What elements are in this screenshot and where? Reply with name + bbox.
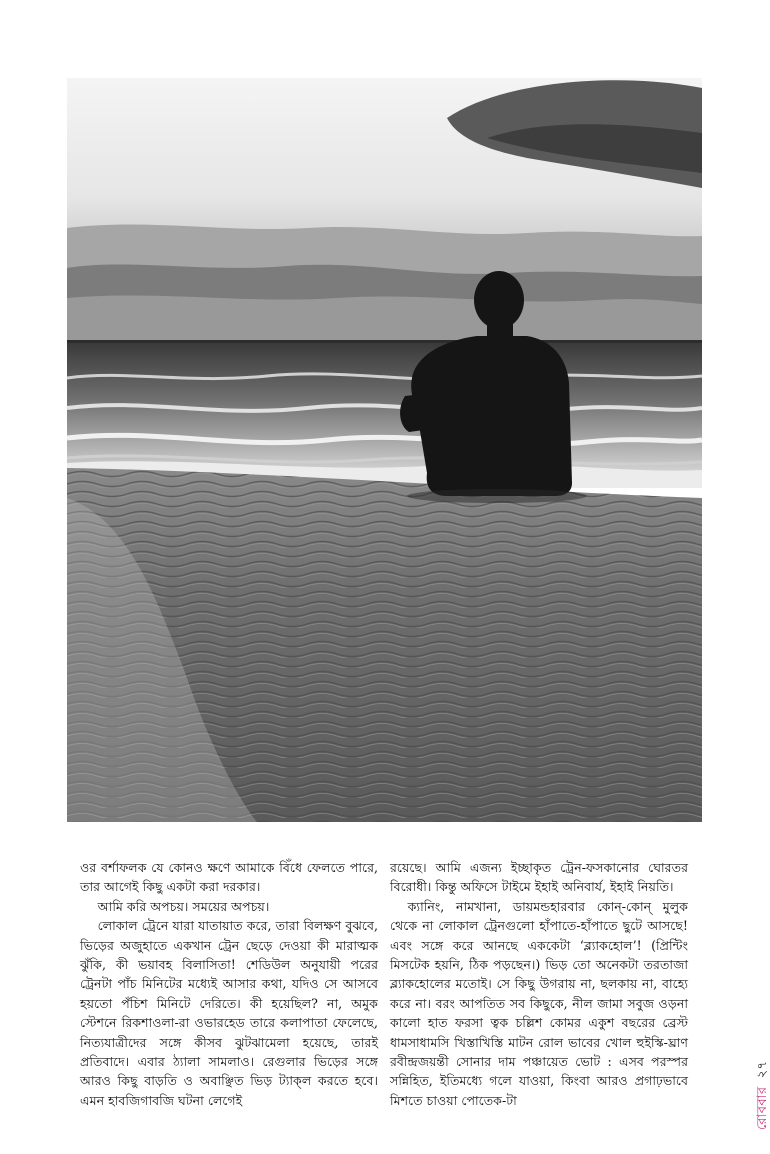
paragraph: ওর বর্শাফলক যে কোনও ক্ষণে আমাকে বিঁধে ফেলতে পারে, তার আগেই কিছু একটা করা দরকার। (80, 860, 378, 895)
magazine-name: রোববার (755, 1086, 770, 1130)
paragraph: লোকাল ট্রেনে যারা যাতায়াত করে, তারা বিলক্ষণ বুঝবে, ভিড়ের অজুহাতে একখান ট্রেন ছেড়ে দেওয়া কী মারাত্মক ঝুঁকি, কী ভয়াবহ বিলাসিতা! শেডিউল অনুযায়ী পরের ট্রেনটা পাঁচ মিনিটের মধ্যেই আসার কথা, যদিও সে আসবে হয়তো পঁচিশ মিনিটে দেরিতে। কী হয়েছিল? না, অমুক স্টেশনে রিকশাওলা-রা ওভারহেড তারে কলাপাতা ফেলেছে, নিত্যযাত্রীদের সঙ্গে কীসব ঝুটঝামেলা হয়েছে, তারই প্রতিবাদে। এবার ঠ্যালা সামলাও। রেগুলার ভিড়ের সঙ্গে আরও কিছু বাড়তি ও অবাঞ্ছিত ভিড় ট্যাক্‌ল করতে হবে। এমন হাবজিগাবজি ঘটনা লেগেই (80, 918, 378, 1108)
article-column-right (390, 858, 688, 1110)
beach-dune-photo (67, 78, 702, 822)
article-column-left (80, 858, 378, 1110)
article-body (80, 858, 705, 1148)
paragraph: রয়েছে। আমি এজন্য ইচ্ছাকৃত ট্রেন-ফসকানোর ঘোরতর বিরোধী। কিন্তু অফিসে টাইমে ইহাই অনিবার্য, ইহাই নিয়তি। (390, 860, 688, 895)
footer-text (753, 1061, 770, 1131)
page-number: ২৭ (755, 1060, 770, 1079)
paragraph: ক্যানিং, নামখানা, ডায়মন্ডহারবার কোন্-কোন্ মুলুক থেকে না লোকাল ট্রেনগুলো হাঁপাতে-হাঁপাতে ছুটে আসছে! এবং সঙ্গে করে আনছে এককেটা ‘ব্ল্যাকহোল’! (প্রিন্টিং মিসটেক হয়নি, ঠিক পড়ছেন।) ভিড় তো অনেকটা তরতাজা ব্ল্যাকহোলের মতোই। সে কিছু উগরায় না, ছলকায় না, বাহ্যে করে না। বরং আপতিত সব কিছুকে, নীল জামা সবুজ ওড়না কালো হাত ফরসা ত্বক চল্লিশ কোমর একুশ বছরের ব্রেস্ট ধামসাধামসি খিস্তাখিস্তি মাটন রোল ভাবের খোল হুইস্কি-ঘ্রাণ রবীন্দ্রজয়ন্তী সোনার দাম পঞ্চায়েত ভোট : এসব পরস্পর সন্নিহিত, ইতিমধ্যে গলে যাওয়া, কিংবা আরও প্রগাঢ়ভাবে মিশতে চাওয়া পোতেক-টা (390, 898, 688, 1108)
paragraph: আমি করি অপচয়। সময়ের অপচয়। (97, 898, 270, 914)
page-footer (733, 1010, 770, 1130)
article-photo (67, 78, 702, 822)
